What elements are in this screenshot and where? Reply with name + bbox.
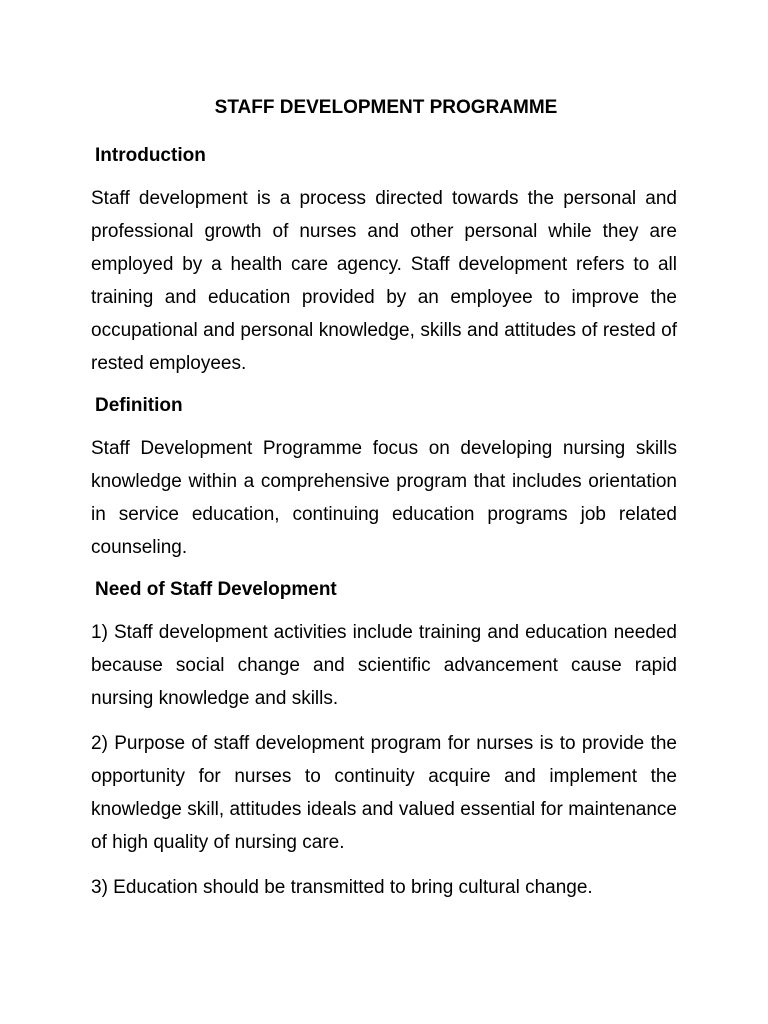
definition-heading: Definition	[95, 395, 183, 416]
need-item-3: 3) Education should be transmitted to bring cultural change.	[91, 877, 593, 898]
need-heading: Need of Staff Development	[95, 579, 337, 600]
document-body	[91, 94, 677, 916]
introduction-heading: Introduction	[95, 145, 206, 166]
need-item-2: 2) Purpose of staff development program for nurses is to provide the opportunity for nurses to continuity acquire and implement the knowledge skill, attitudes ideals and valued essential for maintenance of high quality of nursing care.	[91, 733, 677, 853]
document-title: STAFF DEVELOPMENT PROGRAMME	[214, 97, 558, 118]
introduction-paragraph: Staff development is a process directed towards the personal and professional growth of nurses and other personal while they are employed by a health care agency. Staff development refers to all training and education provided by an employee to improve the occupational and personal knowledge, skills and attitudes of rested of rested employees.	[91, 188, 677, 374]
need-item-1: 1) Staff development activities include training and education needed because social change and scientific advancement cause rapid nursing knowledge and skills.	[91, 622, 677, 709]
definition-paragraph: Staff Development Programme focus on developing nursing skills knowledge within a comprehensive program that includes orientation in service education, continuing education programs job related counseling.	[91, 438, 677, 558]
